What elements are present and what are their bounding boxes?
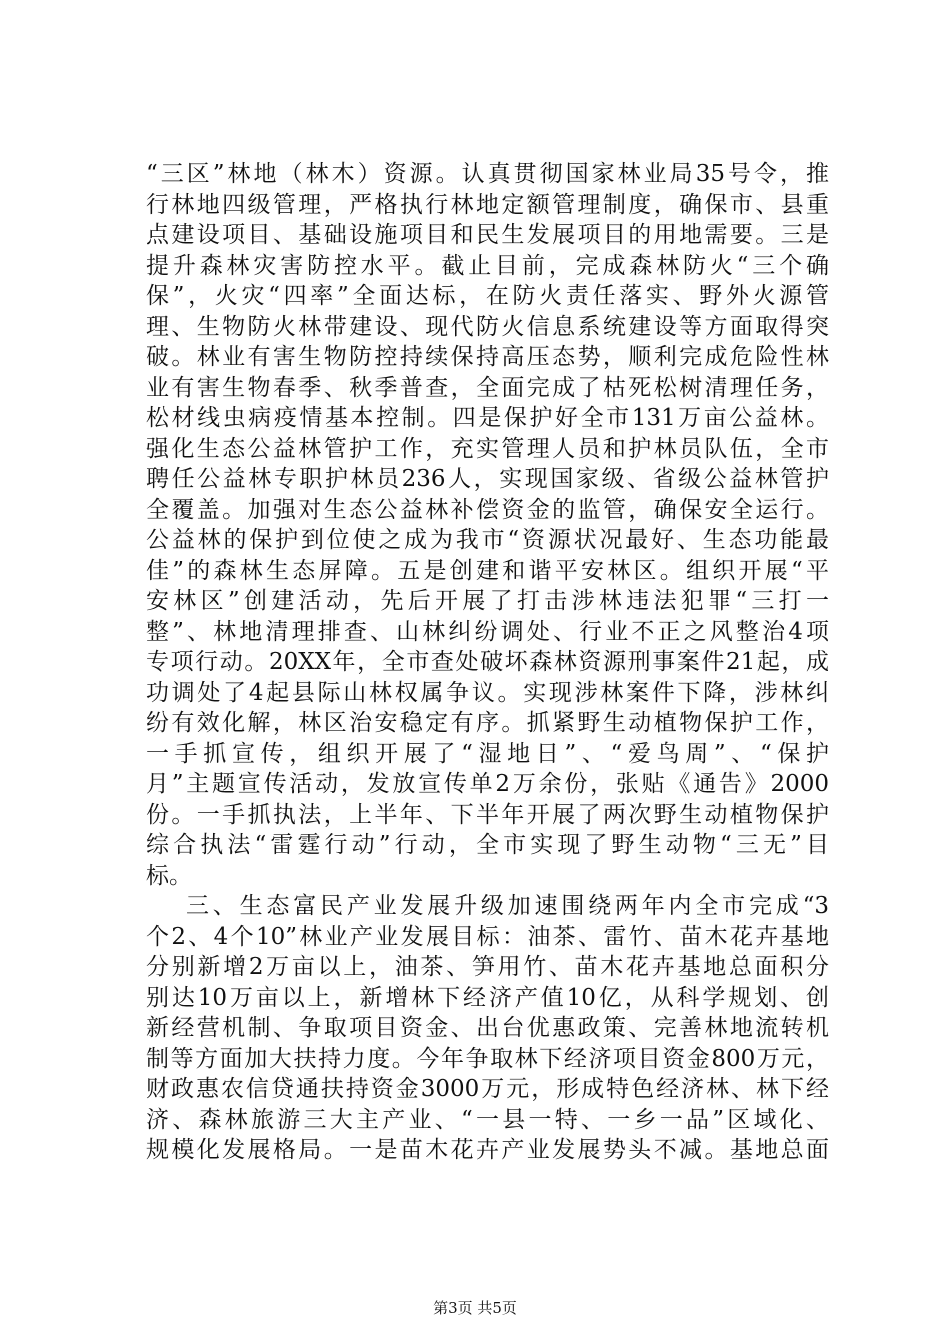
text-line: 破。林业有害生物防控持续保持高压态势，顺利完成危险性林: [146, 344, 829, 370]
text-line: 个2、4个10”林业产业发展目标：油茶、雷竹、苗木花卉基地: [146, 923, 829, 950]
text-line: 松材线虫病疫情基本控制。四是保护好全市131万亩公益林。: [146, 405, 829, 431]
text-line: “三区”林地（林木）资源。认真贯彻国家林业局35号令，推: [146, 161, 829, 187]
text-line: 分别新增2万亩以上，油茶、笋用竹、苗木花卉基地总面积分: [146, 954, 829, 980]
page-number-footer: 第3页 共5页: [433, 1299, 517, 1317]
text-line: 规模化发展格局。一是苗木花卉产业发展势头不减。基地总面: [146, 1137, 829, 1163]
text-line: 一手抓宣传，组织开展了“湿地日”、“爱鸟周”、“保护: [146, 740, 829, 767]
text-line: 专项行动。20XX年，全市查处破坏森林资源刑事案件21起，成: [146, 649, 829, 675]
text-line: 点建设项目、基础设施项目和民生发展项目的用地需要。三是: [146, 222, 829, 248]
text-line: 功调处了4起县际山林权属争议。实现涉林案件下降，涉林纠: [146, 679, 829, 706]
text-line: 佳”的森林生态屏障。五是创建和谐平安林区。组织开展“平: [146, 557, 829, 584]
text-line: 制等方面加大扶持力度。今年争取林下经济项目资金800万元，: [146, 1045, 829, 1072]
text-line: 聘任公益林专职护林员236人，实现国家级、省级公益林管护: [146, 466, 829, 492]
text-line: 整”、林地清理排查、山林纠纷调处、行业不正之风整治4项: [146, 618, 829, 645]
text-line: 行林地四级管理，严格执行林地定额管理制度，确保市、县重: [146, 191, 829, 218]
text-line: 安林区”创建活动，先后开展了打击涉林违法犯罪“三打一: [146, 588, 829, 614]
text-line: 公益林的保护到位使之成为我市“资源状况最好、生态功能最: [146, 527, 829, 553]
text-line: 综合执法“雷霆行动”行动，全市实现了野生动物“三无”目: [146, 832, 829, 858]
text-line: 理、生物防火林带建设、现代防火信息系统建设等方面取得突: [146, 313, 829, 340]
text-line: 纷有效化解，林区治安稳定有序。抓紧野生动植物保护工作，: [146, 710, 829, 736]
text-line: 保”，火灾“四率”全面达标，在防火责任落实、野外火源管: [146, 283, 829, 309]
text-line: 月”主题宣传活动，发放宣传单2万余份，张贴《通告》2000: [146, 771, 829, 797]
body-text: [146, 159, 829, 1166]
text-line: 济、森林旅游三大主产业、“一县一特、一乡一品”区域化、: [146, 1106, 829, 1133]
text-line: 新经营机制、争取项目资金、出台优惠政策、完善林地流转机: [146, 1015, 829, 1041]
text-line: 三、生态富民产业发展升级加速围绕两年内全市完成“3: [186, 893, 829, 919]
text-line: 强化生态公益林管护工作，充实管理人员和护林员队伍，全市: [146, 435, 829, 462]
text-line: 提升森林灾害防控水平。截止目前，完成森林防火“三个确: [146, 252, 829, 279]
text-line: 份。一手抓执法，上半年、下半年开展了两次野生动植物保护: [146, 801, 829, 828]
text-line: 财政惠农信贷通扶持资金3000万元，形成特色经济林、林下经: [146, 1076, 829, 1102]
text-line: 全覆盖。加强对生态公益林补偿资金的监管，确保安全运行。: [146, 496, 829, 523]
text-line: 别达10万亩以上，新增林下经济产值10亿，从科学规划、创: [146, 984, 829, 1011]
text-line: 标。: [146, 862, 192, 889]
text-line: 业有害生物春季、秋季普查，全面完成了枯死松树清理任务，: [146, 374, 829, 401]
